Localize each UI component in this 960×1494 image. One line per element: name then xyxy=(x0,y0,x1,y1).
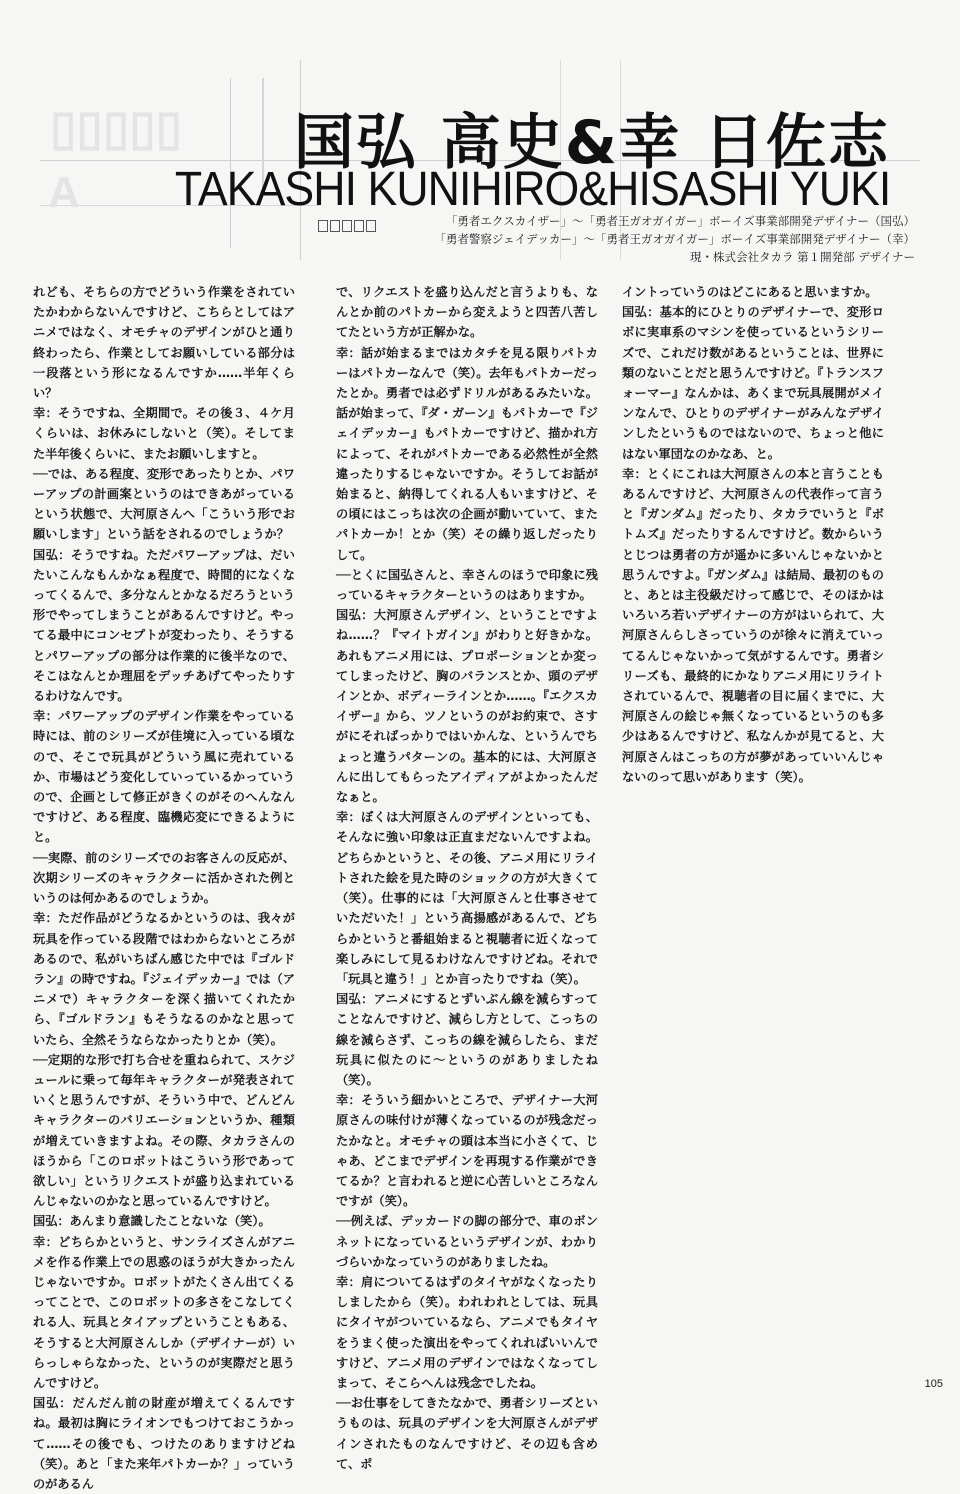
small-square-marks xyxy=(318,220,376,232)
paragraph: で、リクエストを盛り込んだと言うよりも、なんとか前のパトカーから変えようと四苦八苦してたという方が正解かな。 xyxy=(336,285,598,340)
paragraph: 幸：とくにこれは大河原さんの本と言うこともあるんですけど、大河原さんの代表作って言うと『ガンダム』だったり、タカラでいうと『ボトムズ』だったりするんですけど。数からいうとじつは勇者の方が遥かに多いんじゃないかと思うんですよ。『ガンダム』は結局、最初のものと、あとは主役級だけって感じで、そのほかはいろいろ若いデザイナーの方がはいられて、大河原さんらしさっていうのが徐々に消えていってるんじゃないかって気がするんです。勇者シリーズも、最終的にかなりアニメ用にリライトされているんで、視聴者の目に届くまでに、大河原さんの絵じゃ無くなっているというのも多少はあるんですけど、私なんかが見てると、大河原さんはこっちの方が夢があっていいんじゃないのって思いがあります（笑）。 xyxy=(622,466,884,784)
paragraph: 国弘：あんまり意識したことないな（笑）。 xyxy=(33,1214,271,1229)
credit-line: 「勇者エクスカイザー」～「勇者王ガオガイガー」ボーイズ事業部開発デザイナー（国弘） xyxy=(445,214,915,228)
paragraph: 幸：そういう細かいところで、デザイナー大河原さんの味付けが薄くなっているのが残念だったかなと。オモチャの頭は本当に小さくて、じゃあ、どこまでデザインを再現する作業ができてるか？と言われると逆に心苦しいところなんですが（笑）。 xyxy=(336,1093,598,1209)
credit-line: 「勇者警察ジェイデッカー」～「勇者王ガオガイガー」ボーイズ事業部開発デザイナー（幸） xyxy=(434,232,915,246)
paragraph: 国弘：アニメにするとずいぶん線を減らすってことなんですけど、減らし方として、こっちの線を減らさず、こっちの線を減らしたら、まだ玩具に似たのに～というのがありましたね（笑）。 xyxy=(336,992,598,1087)
paragraph: 国弘：だんだん前の財産が増えてくるんですね。最初は胸にライオンでもつけておこうかって……その後でも、つけたのありますけどね（笑）。あと「また来年パトカーか？」っていうのがあるん xyxy=(33,1396,295,1491)
paragraph: ──では、ある程度、変形であったりとか、パワーアップの計画案というのはできあがっているという状態で、大河原さんへ「こういう形でお願いします」という話をされるのでしょうか？ xyxy=(33,466,295,542)
paragraph: 幸：ただ作品がどうなるかというのは、我々が玩具を作っている段階ではわからないところがあるので、私がいちばん感じた中では『ゴルドラン』の時ですね。『ジェイデッカー』では（アニメで）キャラクターを深く描いてくれたから、『ゴルドラン』もそうなるのかなと思っていたら、全然そうならなかったりとか（笑）。 xyxy=(33,911,295,1047)
paragraph: ──とくに国弘さんと、幸さんのほうで印象に残っているキャラクターというのはありますか。 xyxy=(336,567,598,603)
page-title-english: TAKASHI KUNIHIRO&HISASHI YUKI xyxy=(174,163,890,216)
text-column-3 xyxy=(622,282,884,787)
credits-block xyxy=(434,212,915,266)
paragraph: ──お仕事をしてきたなかで、勇者シリーズというものは、玩具のデザインを大河原さんがデザインされたものなんですけど、その辺も含めて、ポ xyxy=(336,1396,598,1471)
paragraph: ──定期的な形で打ち合せを重ねられて、スケジュールに乗って毎年キャラクターが発表されていくと思うんですが、そういう中で、どんどんキャラクターのバリエーションというか、種類が増えていきますよね。その際、タカラさんのほうから「このロボットはこういう形であって欲しい」というリクエストが盛り込まれているんじゃないのかなと思っているんですけど。 xyxy=(33,1052,295,1209)
paragraph: イントっていうのはどこにあると思いますか。 xyxy=(622,285,878,299)
ghost-background-lettering: ▯▯▯▯▯ xyxy=(50,102,183,155)
paragraph: ──例えば、デッカードの脚の部分で、車のボンネットになっているというデザインが、わかりづらいかなっていうのがありましたね。 xyxy=(336,1214,598,1269)
paragraph: 幸：ぼくは大河原さんのデザインといっても、そんなに強い印象は正直まだないんですよね。どちらかというと、その後、アニメ用にリライトされた絵を見た時のショックの方が大きくて（笑）。仕事的には「大河原さんと仕事させていただいた！」という高揚感があるんで、どちらかというと番組始まると視聴者に近くなって楽しみにして見るわけなんですけどね。それで「玩具と違う！」とか言ったりですね（笑）。 xyxy=(336,810,598,986)
paragraph: ──実際、前のシリーズでのお客さんの反応が、次期シリーズのキャラクターに活かされた例というのは何かあるのでしょうか。 xyxy=(33,850,295,906)
paragraph: 幸：そうですね、全期間で。その後３、４ケ月くらいは、お休みにしないと（笑）。そしてまた半年後くらいに、またお願いしますと。 xyxy=(33,406,295,461)
paragraph: 国弘：大河原さんデザイン、ということですよね……？『マイトガイン』がわりと好きかな。あれもアニメ用には、プロポーションとか変ってしまったけど、胸のバランスとか、頭のデザインとか、ボディーラインとか……。『エクスカイザー』から、ツノというのがお約束で、さすがにそればっかりではいかんな、というんでちょっと違うパターンの。基本的には、大河原さんに出してもらったアイディアがよかったんだなぁと。 xyxy=(336,608,598,805)
ghost-background-lettering: A xyxy=(48,168,80,217)
paragraph: れども、そちらの方でどういう作業をされていたかわからないんですけど、こちらとしてはアニメではなく、オモチャのデザインがひと通り終わったら、作業としてお願いしている部分は一段落という形になるんですか……半年くらい？ xyxy=(33,285,295,401)
paragraph: 幸：パワーアップのデザイン作業をやっている時には、前のシリーズが佳境に入っている頃なので、そこで玩具がどういう風に売れているか、市場はどう変化していっているかっていうので、企画として修正がきくのがそのへんなんですけど、ある程度、臨機応変にできるようにと。 xyxy=(33,709,295,845)
text-column-1 xyxy=(33,282,295,1494)
page-number: 105 xyxy=(924,1378,943,1390)
paragraph: 国弘：そうですね。ただパワーアップは、だいたいこんなもんかなぁ程度で、時間的になくなってくるんで、多分なんとかなるだろうという形でやってしまうことがあるんですけど。やってる最中にコンセプトが変わったり、そうするとパワーアップの部分は作業的に後半なので、そこはなんとか理屈をデッチあげてやったりするわけなんです。 xyxy=(33,547,295,704)
credit-line: 現・株式会社タカラ 第１開発部 デザイナー xyxy=(689,250,915,264)
paragraph: 幸：話が始まるまではカタチを見る限りパトカーはパトカーなんで（笑）。去年もパトカーだったとか。勇者では必ずドリルがあるみたいな。話が始まって、『ダ・ガーン』もパトカーで『ジェイデッカー』もパトカーですけど、描かれ方によって、それがパトカーである必然性が全然違ったりするじゃないですか。そうしてお話が始まると、納得してくれる人もいますけど、その頃にはこっちは次の企画が動いていて、またパトカーか！とか（笑）その繰り返しだったりして。 xyxy=(336,345,598,562)
paragraph: 国弘：基本的にひとりのデザイナーで、変形ロボに実車系のマシンを使っているというシリーズで、これだけ数があるということは、世界に類のないことだと思うんですけど。『トランスフォーマー』なんかは、あくまで玩具展開がメインなんで、ひとりのデザイナーがみんなデザインしたというものではないので、ちょっと他にはない軍団なのかなあ、と。 xyxy=(622,305,884,461)
paragraph: 幸：肩についてるはずのタイヤがなくなったりしましたから（笑）。われわれとしては、玩具にタイヤがついているなら、アニメでもタイヤをうまく使った演出をやってくれればいいんですけど、アニメ用のデザインではなくなってしまって、そこらへんは残念でしたね。 xyxy=(336,1274,598,1390)
paragraph: 幸：どちらかというと、サンライズさんがアニメを作る作業上での思惑のほうが大きかったんじゃないですか。ロボットがたくさん出てくるってことで、このロボットの多さをこなしてくれる人、玩具とタイアップということもある、そうすると大河原さんしか（デザイナーが）いらっしゃらなかった、というのが実際だと思うんですけど。 xyxy=(33,1234,295,1390)
text-column-2 xyxy=(336,282,598,1474)
page-title: 国弘 高史&幸 日佐志 xyxy=(293,108,890,178)
